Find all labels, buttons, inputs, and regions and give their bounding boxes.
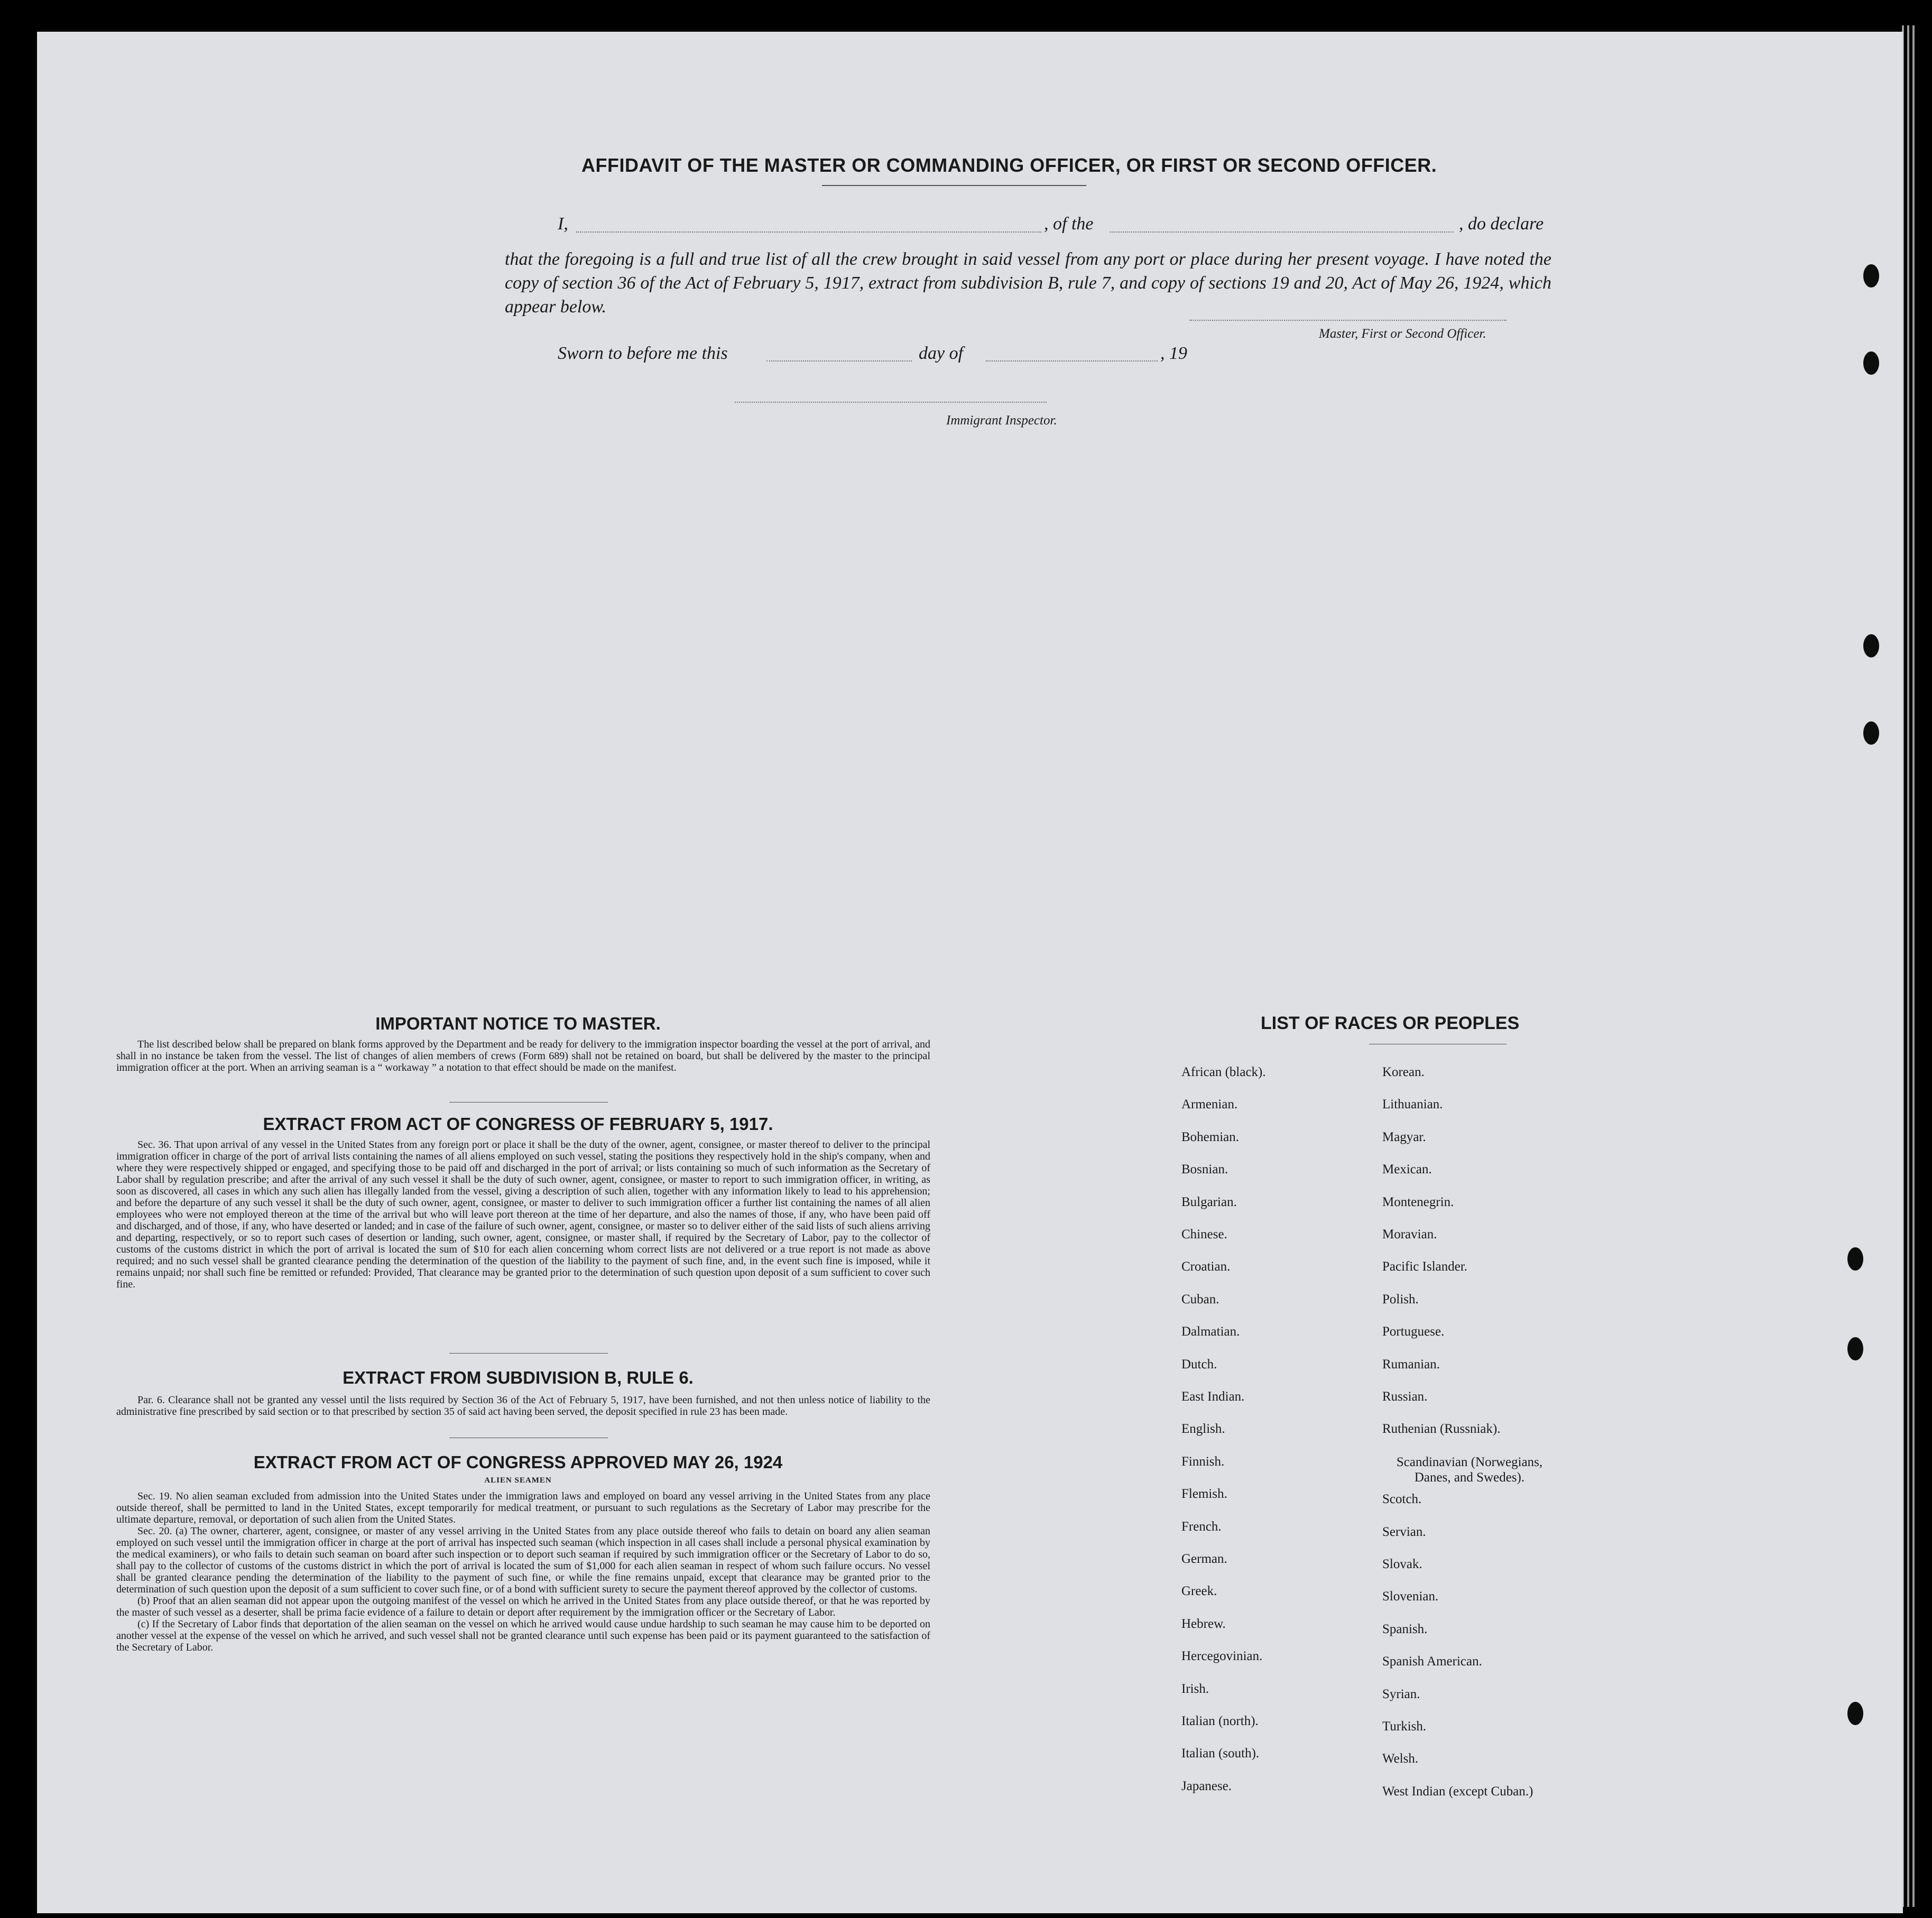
race-item-left: Bosnian. [1181,1162,1228,1177]
race-item-right: Polish. [1382,1292,1419,1307]
race-item-left: Chinese. [1181,1227,1227,1241]
race-item-right: West Indian (except Cuban.) [1382,1784,1533,1799]
inspector-signature-blank[interactable] [735,402,1047,403]
race-item-left: English. [1181,1422,1225,1437]
race-item-left: German. [1181,1552,1227,1566]
race-item-left: Hercegovinian. [1181,1649,1263,1664]
race-item-right: Lithuanian. [1382,1097,1443,1112]
race-item-right: Portuguese. [1382,1324,1445,1339]
race-item-left: Dutch. [1181,1357,1217,1372]
race-item-left: Bulgarian. [1181,1194,1237,1209]
race-item-right: Spanish American. [1382,1654,1482,1669]
binder-hole [1863,351,1879,375]
notice-text [116,1039,930,1073]
race-item-left: French. [1181,1519,1222,1534]
par-6-paragraph: Par. 6. Clearance shall not be granted any vessel until the lists required by Section 36 of the Act of February 5, 1917, have been furnished, and not then unless notice of liability to the administrative fine prescribed by said section or to that prescribed by section 35 of said act having been served, the deposit specified in rule 23 has been made. [116,1394,930,1417]
race-item-right: Slovak. [1382,1557,1422,1571]
race-item-left: African (black). [1181,1065,1266,1079]
extract-1924-text [116,1490,930,1653]
rule6-text [116,1394,930,1417]
binder-hole [1847,1702,1863,1725]
page-stack-edge [1907,25,1909,1907]
title-underline [822,185,1086,186]
section-36-paragraph: Sec. 36. That upon arrival of any vessel in the United States from any foreign port or place it shall be the duty of the owner, agent, consignee, or master thereof to deliver to the principal immigration officer in charge of the port of arrival lists containing the names of all aliens employed on such vessel, stating the positions they respectively hold in the ship's company, when and where they were respectively shipped or engaged, and specifying those to be paid off and discharged in the port of arrival; or lists containing so much of such information as the Secretary of Labor shall by regulation prescribe; and after the arrival of any such vessel it shall be the duty of such owner, agent, consignee, or master to report to such immigration officer, in writing, as soon as discovered, all cases in which any such alien has illegally landed from the vessel, giving a description of such alien, together with any information likely to lead to his apprehension; and before the departure of any such vessel it shall be the duty of such owner, agent, consignee, or master to deliver to such immigration officer a further list containing the names of all alien employees who were not employed thereon at the time of the arrival but who will leave port thereon at the time of her departure, and also the names of those, if any, who have been paid off and discharged, and of those, if any, who have deserted or landed; and in case of the failure of such owner, agent, consignee, or master so to deliver either of the said lists of such aliens arriving and departing, respectively, or so to report such cases of desertion or landing, such owner, agent, consignee, or master shall, if required by the Secretary of Labor, pay to the collector of customs of the customs district in which the port of arrival is located the sum of $10 for each alien concerning whom correct lists are not delivered or a true report is not made as above required; and no such vessel shall be granted clearance pending the determination of the question of the liability to the payment of such fine, and, in the event such fine is imposed, while it remains unpaid; nor shall such fine be remitted or refunded: Provided, That clearance may be granted prior to the determination of such question upon deposit of a sum sufficient to cover such fine. [116,1139,930,1290]
notice-paragraph: The list described below shall be prepared on blank forms approved by the Department and be ready for delivery to the immigration inspector boarding the vessel at the port of arrival, and shall in no instance be taken from the vessel. The list of changes of alien members of crews (Form 689) shall not be retained on board, but shall be delivered by the master to the principal immigration officer at the port. When an arriving seaman is a “ workaway ” a notation to that effect should be made on the manifest. [116,1039,930,1073]
race-item-right: Russian. [1382,1389,1428,1404]
race-item-left: Finnish. [1181,1454,1225,1469]
sec-20b-paragraph: (b) Proof that an alien seaman did not appear upon the outgoing manifest of the vessel on which he arrived in the United States from any place outside thereof, or that he was reported by the master of such vessel as a deserter, shall be prima facie evidence of a failure to detain or deport after requirement by the immigration officer or the Secretary of Labor. [116,1595,930,1618]
race-item-left: Italian (north). [1181,1714,1259,1728]
extract-1924-title: EXTRACT FROM ACT OF CONGRESS APPROVED MAY 26, 1924 [253,1452,783,1472]
affidavit-body: that the foregoing is a full and true list of all the crew brought in said vessel from any port or place during her present voyage. I have noted the copy of section 36 of the Act of February 5, 1917, extract from subdivision B, rule 7, and copy of sections 19 and 20, Act of May 26, 1924, which appear below. [505,249,1551,317]
race-item-right: Welsh. [1382,1752,1419,1766]
race-item-left: East Indian. [1181,1389,1245,1404]
race-item-right: Moravian. [1382,1227,1437,1241]
race-item-right: Syrian. [1382,1687,1420,1701]
race-item-left: Italian (south). [1181,1746,1260,1761]
affidavit-of-the-label: , of the [1044,214,1094,234]
race-item-left: Japanese. [1181,1778,1232,1793]
race-item-right: Mexican. [1382,1162,1432,1177]
race-item-left: Bohemian. [1181,1129,1240,1144]
rule6-title: EXTRACT FROM SUBDIVISION B, RULE 6. [343,1368,694,1387]
page-stack-edge [1912,25,1915,1907]
sworn-day-blank[interactable] [766,360,912,362]
race-item-left: Croatian. [1181,1259,1231,1274]
race-item-right: Spanish. [1382,1622,1428,1636]
binder-hole [1863,721,1879,745]
race-item-right: Turkish. [1382,1719,1427,1734]
race-item-left: Dalmatian. [1181,1324,1240,1339]
race-item-right: Scotch. [1382,1492,1422,1507]
section-divider [449,1353,608,1354]
race-item-right: Rumanian. [1382,1357,1440,1372]
alien-seamen-subtitle: ALIEN SEAMEN [484,1476,552,1485]
affidavit-declare-label: , do declare [1459,214,1544,234]
race-item-left: Greek. [1181,1584,1217,1599]
day-of-label: day of [919,344,964,363]
master-signature-blank[interactable] [1189,320,1506,321]
race-item-left: Irish. [1181,1681,1209,1696]
race-item-left: Cuban. [1181,1292,1219,1307]
race-item-right: Servian. [1382,1524,1426,1539]
binder-hole [1863,264,1879,288]
race-item-right: Slovenian. [1382,1589,1439,1604]
sec-20c-paragraph: (c) If the Secretary of Labor finds that deportation of the alien seaman on the vessel on which he arrived would cause undue hardship to such seaman he may cause him to be deported on another vessel at the expense of the vessel on which he arrived, and such vessel shall not be granted clearance until such expense has been paid or its payment guaranteed to the satisfaction of the Secretary of Labor. [116,1618,930,1653]
sworn-label: Sworn to before me this [558,344,728,363]
race-item-right: Magyar. [1382,1129,1426,1144]
race-item-left: Armenian. [1181,1097,1238,1112]
race-item-right: Korean. [1382,1065,1425,1079]
race-item-left: Hebrew. [1181,1616,1226,1631]
extract-1917-text [116,1139,930,1290]
race-item-right: Scandinavian (Norwegians, Danes, and Swedes). [1396,1454,1543,1485]
sworn-month-blank[interactable] [986,360,1158,362]
affidavit-title: AFFIDAVIT OF THE MASTER OR COMMANDING OFFICER, OR FIRST OR SECOND OFFICER. [581,154,1437,176]
form-page [37,32,1903,1913]
inspector-label: Immigrant Inspector. [946,413,1057,428]
extract-1917-title: EXTRACT FROM ACT OF CONGRESS OF FEBRUARY 5, 1917. [263,1114,773,1134]
master-label: Master, First or Second Officer. [1319,327,1486,341]
race-item-right: Pacific Islander. [1382,1259,1468,1274]
race-item-right: Montenegrin. [1382,1194,1454,1209]
notice-title: IMPORTANT NOTICE TO MASTER. [375,1014,661,1033]
name-blank[interactable] [576,231,1041,233]
year-label: , 19 [1160,344,1187,363]
race-item-left: Flemish. [1181,1487,1227,1502]
races-title: LIST OF RACES OR PEOPLES [1261,1013,1520,1033]
binder-hole [1847,1337,1863,1360]
sec-19-paragraph: Sec. 19. No alien seaman excluded from admission into the United States under the immigration laws and employed on board any vessel arriving in the United States from any place outside thereof, shall be permitted to land in the United States, except temporarily for medical treatment, or pursuant to such regulations as the Secretary of Labor may prescribe for the ultimate departure, removal, or deportation of such alien from the United States. [116,1490,930,1525]
affidavit-i-label: I, [558,214,568,234]
race-item-right: Ruthenian (Russniak). [1382,1422,1501,1437]
binder-hole [1863,634,1879,657]
sec-20a-paragraph: Sec. 20. (a) The owner, charterer, agent, consignee, or master of any vessel arriving in the United States from any place outside thereof who fails to detain on board any alien seaman employed on such vessel until the immigration officer in charge at the port of arrival has inspected such seaman (which inspection in all cases shall include a personal physical examination by the medical examiners), or who fails to detain such seaman on board after such inspection or to deport such seaman if required by such immigration officer or the Secretary of Labor to do so, shall pay to the collector of customs of the customs district in which the port of arrival is located the sum of $1,000 for each alien seaman in respect of whom such failure occurs. No vessel shall be granted clearance pending the determination of the liability to the payment of such fine, or while the fine remains unpaid, except that clearance may be granted prior to the determination of such question upon the deposit of a sum sufficient to cover such fine, or of a bond with sufficient surety to secure the payment thereof approved by the collector of customs. [116,1525,930,1595]
binder-hole [1847,1247,1863,1271]
vessel-blank[interactable] [1110,231,1454,233]
